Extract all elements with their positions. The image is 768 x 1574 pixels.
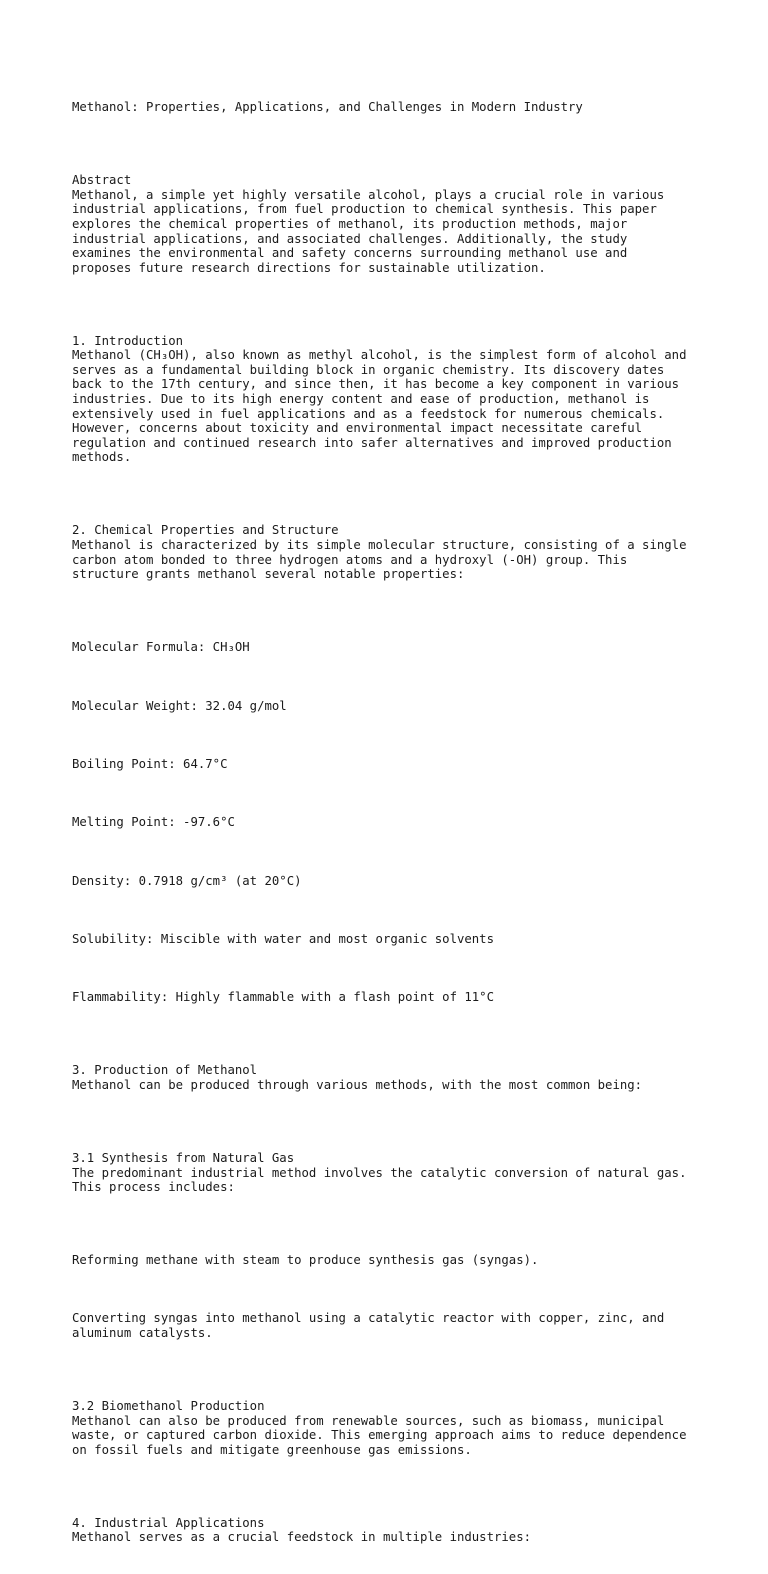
- production-heading: 3. Production of Methanol: [72, 1063, 258, 1078]
- chemical-properties-heading: 2. Chemical Properties and Structure: [72, 523, 339, 538]
- production-section: [72, 1063, 712, 1092]
- industrial-applications-section: [72, 1516, 712, 1545]
- biomethanol-text: Methanol can also be produced from renewable sources, such as biomass, municipal waste, or captured carbon dioxide. This emerging approach aims to reduce dependence on fossil fuels and mitigate greenhouse gas emissions.: [72, 1413, 687, 1457]
- production-text: Methanol can be produced through various methods, with the most common being:: [72, 1077, 643, 1092]
- property-molecular-formula: Molecular Formula: CH₃OH: [72, 640, 250, 655]
- document-title: Methanol: Properties, Applications, and Challenges in Modern Industry: [72, 100, 583, 115]
- synthesis-step-reforming: Reforming methane with steam to produce synthesis gas (syngas).: [72, 1253, 539, 1268]
- industrial-applications-heading: 4. Industrial Applications: [72, 1515, 265, 1530]
- chemical-properties-text: Methanol is characterized by its simple molecular structure, consisting of a single carbon atom bonded to three hydrogen atoms and a hydroxyl (-OH) group. This structure grants methanol several notable properties:: [72, 538, 687, 582]
- introduction-text: Methanol (CH₃OH), also known as methyl alcohol, is the simplest form of alcohol and serves as a fundamental building block in organic chemistry. Its discovery dates back to the 17th century, and since then, it has become a key component in various industries. Due to its high energy content and ease of production, methanol is extensively used in fuel applications and as a feedstock for numerous chemicals. However, concerns about toxicity and environmental impact necessitate careful regulation and continued research into safer alternatives and improved production methods.: [72, 348, 687, 465]
- natural-gas-synthesis-text: The predominant industrial method involves the catalytic conversion of natural gas. This process includes:: [72, 1165, 687, 1195]
- property-solubility: Solubility: Miscible with water and most organic solvents: [72, 932, 494, 947]
- document-page: [72, 71, 712, 1574]
- abstract-text: Methanol, a simple yet highly versatile alcohol, plays a crucial role in various industrial applications, from fuel production to chemical synthesis. This paper explores the chemical properties of methanol, its production methods, major industrial applications, and associated challenges. Additionally, the study examines the environmental and safety concerns surrounding methanol use and proposes future research directions for sustainable utilization.: [72, 187, 665, 275]
- property-flammability: Flammability: Highly flammable with a flash point of 11°C: [72, 990, 494, 1005]
- property-boiling-point: Boiling Point: 64.7°C: [72, 756, 228, 771]
- chemical-properties-section: [72, 523, 712, 581]
- property-density: Density: 0.7918 g/cm³ (at 20°C): [72, 873, 302, 888]
- natural-gas-synthesis-heading: 3.1 Synthesis from Natural Gas: [72, 1150, 295, 1165]
- biomethanol-section: [72, 1399, 712, 1457]
- industrial-applications-text: Methanol serves as a crucial feedstock in multiple industries:: [72, 1530, 532, 1545]
- synthesis-step-converting: Converting syngas into methanol using a catalytic reactor with copper, zinc, and aluminum catalysts.: [72, 1311, 665, 1341]
- abstract-heading: Abstract: [72, 173, 132, 188]
- property-melting-point: Melting Point: -97.6°C: [72, 815, 235, 830]
- abstract-section: [72, 173, 712, 275]
- introduction-heading: 1. Introduction: [72, 333, 184, 348]
- natural-gas-synthesis-section: [72, 1151, 712, 1195]
- biomethanol-heading: 3.2 Biomethanol Production: [72, 1399, 265, 1414]
- introduction-section: [72, 334, 712, 465]
- property-molecular-weight: Molecular Weight: 32.04 g/mol: [72, 698, 287, 713]
